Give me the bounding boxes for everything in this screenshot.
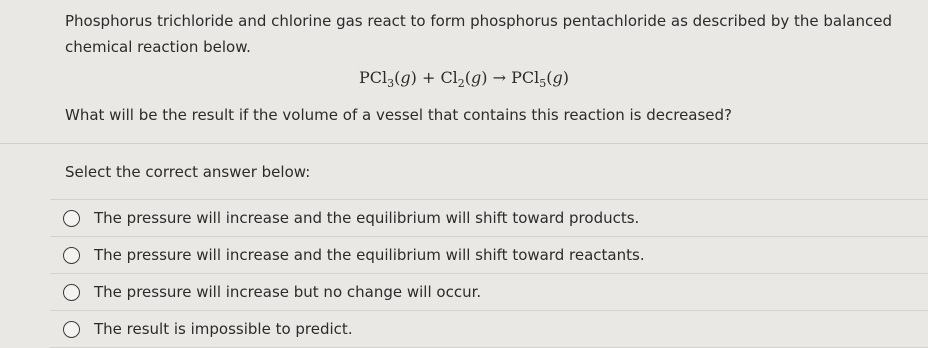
answer-options — [50, 199, 928, 348]
reactant-1: PCl$_3$(g) — [358, 68, 417, 91]
radio-button-icon[interactable] — [63, 321, 80, 338]
plus-sign: + — [421, 68, 436, 87]
divider — [0, 143, 928, 144]
answer-option-3[interactable] — [50, 273, 928, 310]
answer-option-4[interactable] — [50, 310, 928, 348]
question-prompt: What will be the result if the volume of a vessel that contains this reaction is decreased? — [65, 106, 733, 124]
radio-button-icon[interactable] — [63, 210, 80, 227]
reaction-arrow: → — [492, 68, 507, 87]
answer-option-label: The pressure will increase and the equilibrium will shift toward products. — [94, 209, 640, 227]
answer-option-label: The result is impossible to predict. — [94, 320, 353, 338]
answer-option-1[interactable] — [50, 199, 928, 236]
select-answer-label: Select the correct answer below: — [65, 163, 311, 181]
answer-option-2[interactable] — [50, 236, 928, 273]
radio-button-icon[interactable] — [63, 247, 80, 264]
chemical-equation — [0, 68, 928, 90]
reactant-2: $Cl_2(g)$ — [440, 68, 488, 91]
answer-option-label: The pressure will increase and the equilibrium will shift toward reactants. — [94, 246, 645, 264]
answer-option-label: The pressure will increase but no change will occur. — [94, 283, 482, 301]
product: PCl$_5$(g) — [511, 68, 570, 91]
question-text: Phosphorus trichloride and chlorine gas react to form phosphorus pentachloride as described by the balanced chemical reaction below. — [65, 12, 892, 56]
radio-button-icon[interactable] — [63, 284, 80, 301]
